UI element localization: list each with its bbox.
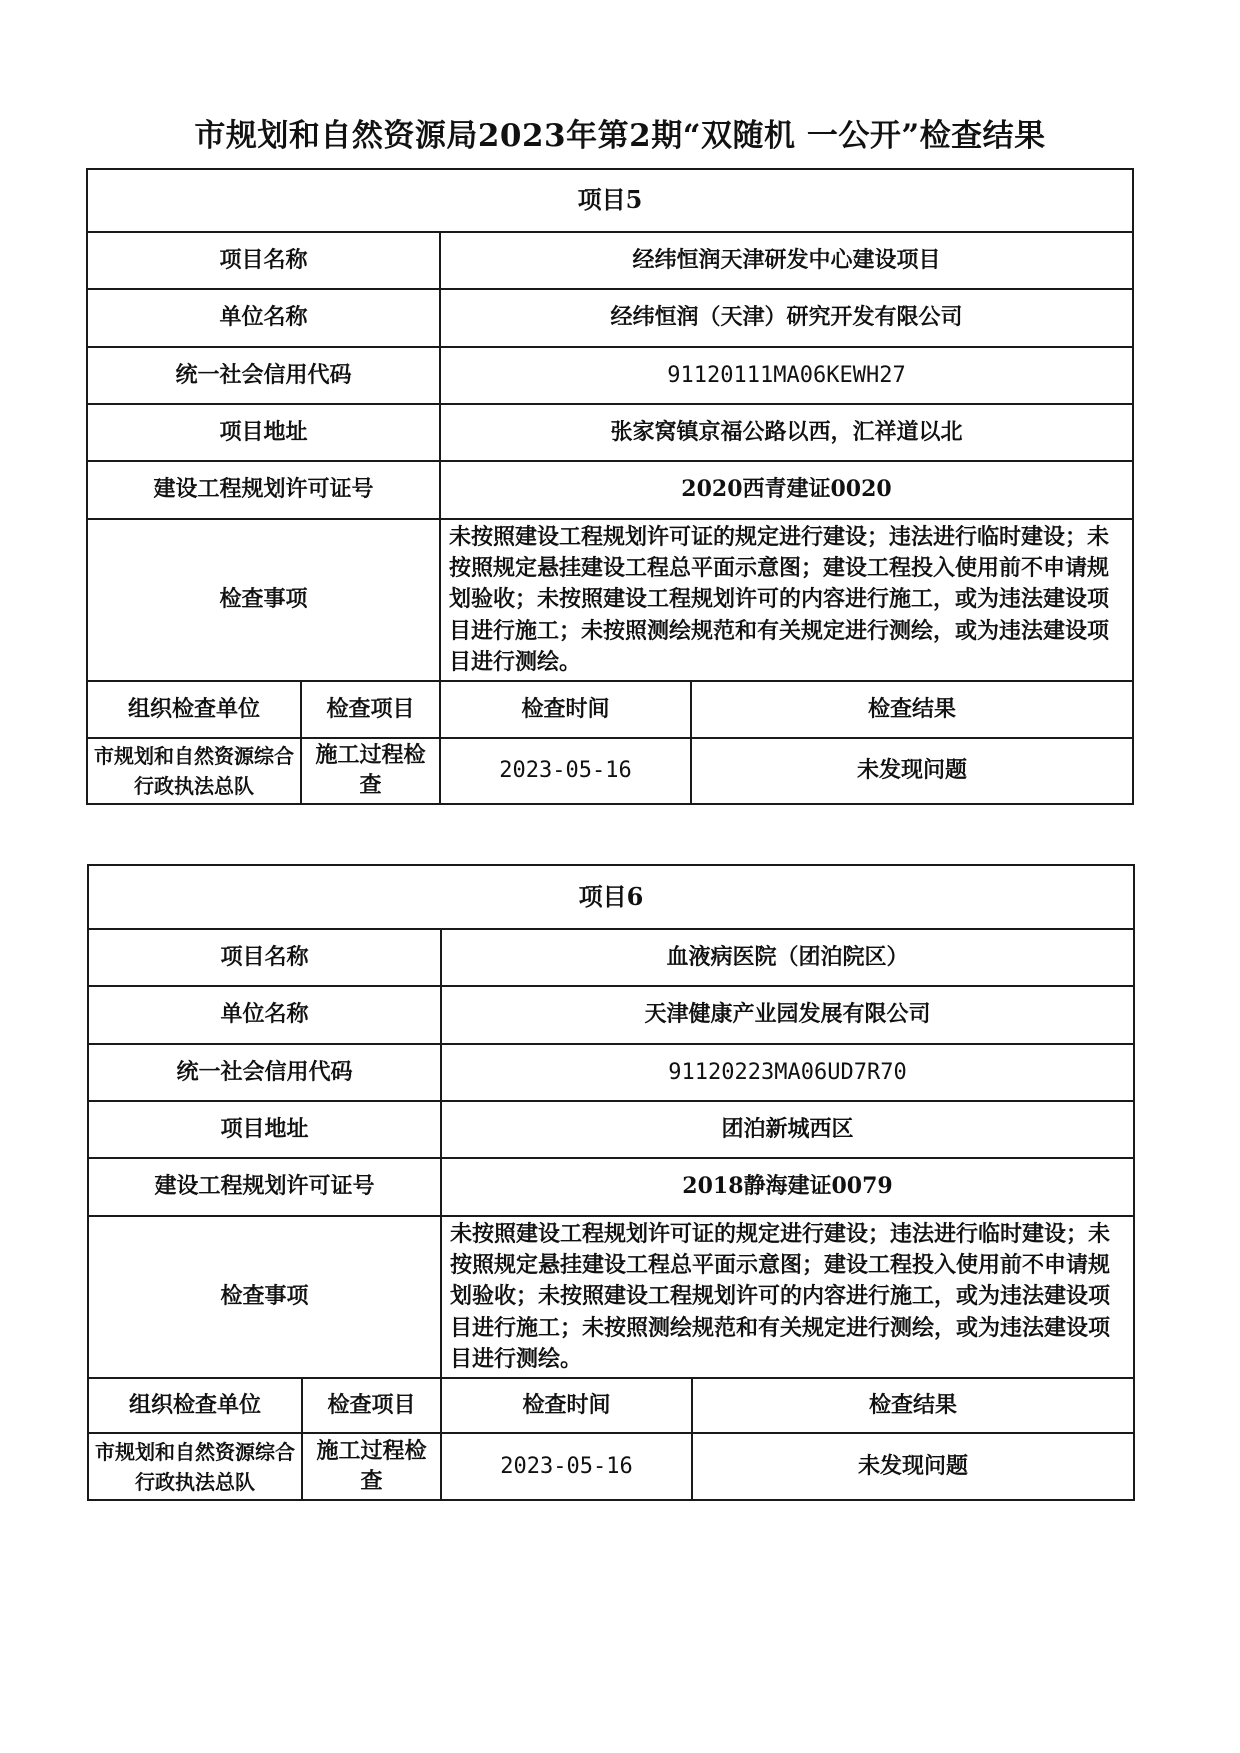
- address-label: 项目地址: [87, 404, 440, 461]
- address-label: 项目地址: [88, 1101, 441, 1158]
- credit-code-label: 统一社会信用代码: [88, 1044, 441, 1101]
- org-header: 组织检查单位: [88, 1378, 302, 1433]
- page-title: 市规划和自然资源局2023年第2期“双随机 一公开”检查结果: [194, 118, 1046, 154]
- matters-label: 检查事项: [88, 1216, 441, 1378]
- permit-value: 2018静海建证0079: [441, 1158, 1134, 1216]
- org-value: 市规划和自然资源综合行政执法总队: [87, 738, 301, 804]
- result-header: 检查结果: [692, 1378, 1134, 1433]
- time-header: 检查时间: [441, 1378, 692, 1433]
- credit-code-value: 91120111MA06KEWH27: [440, 347, 1133, 404]
- permit-label: 建设工程规划许可证号: [87, 461, 440, 519]
- project-name-value: 经纬恒润天津研发中心建设项目: [440, 232, 1133, 289]
- credit-code-label: 统一社会信用代码: [87, 347, 440, 404]
- matters-value: 未按照建设工程规划许可证的规定进行建设；违法进行临时建设；未按照规定悬挂建设工程总平面示意图；建设工程投入使用前不申请规划验收；未按照建设工程规划许可的内容进行施工，或为违法建设项目进行施工；未按照测绘规范和有关规定进行测绘，或为违法建设项目进行测绘。: [440, 519, 1133, 681]
- time-value: 2023-05-16: [440, 738, 691, 804]
- unit-name-value: 天津健康产业园发展有限公司: [441, 986, 1134, 1044]
- result-header: 检查结果: [691, 681, 1133, 738]
- time-value: 2023-05-16: [441, 1433, 692, 1500]
- result-value: 未发现问题: [691, 738, 1133, 804]
- result-value: 未发现问题: [692, 1433, 1134, 1500]
- project-name-label: 项目名称: [88, 929, 441, 986]
- address-value: 团泊新城西区: [441, 1101, 1134, 1158]
- unit-name-label: 单位名称: [87, 289, 440, 347]
- project-table: [86, 168, 1134, 805]
- unit-name-value: 经纬恒润（天津）研究开发有限公司: [440, 289, 1133, 347]
- permit-value: 2020西青建证0020: [440, 461, 1133, 519]
- org-header: 组织检查单位: [87, 681, 301, 738]
- permit-label: 建设工程规划许可证号: [88, 1158, 441, 1216]
- address-value: 张家窝镇京福公路以西，汇祥道以北: [440, 404, 1133, 461]
- credit-code-value: 91120223MA06UD7R70: [441, 1044, 1134, 1101]
- matters-value: 未按照建设工程规划许可证的规定进行建设；违法进行临时建设；未按照规定悬挂建设工程总平面示意图；建设工程投入使用前不申请规划验收；未按照建设工程规划许可的内容进行施工，或为违法建设项目进行施工；未按照测绘规范和有关规定进行测绘，或为违法建设项目进行测绘。: [441, 1216, 1134, 1378]
- time-header: 检查时间: [440, 681, 691, 738]
- unit-name-label: 单位名称: [88, 986, 441, 1044]
- project-name-label: 项目名称: [87, 232, 440, 289]
- org-value: 市规划和自然资源综合行政执法总队: [88, 1433, 302, 1500]
- item-header: 检查项目: [302, 1378, 441, 1433]
- item-value: 施工过程检查: [302, 1433, 441, 1500]
- item-header: 检查项目: [301, 681, 440, 738]
- project-name-value: 血液病医院（团泊院区）: [441, 929, 1134, 986]
- project-table: [87, 864, 1135, 1501]
- item-value: 施工过程检查: [301, 738, 440, 804]
- project-header: 项目6: [88, 865, 1134, 929]
- project-header: 项目5: [87, 169, 1133, 232]
- matters-label: 检查事项: [87, 519, 440, 681]
